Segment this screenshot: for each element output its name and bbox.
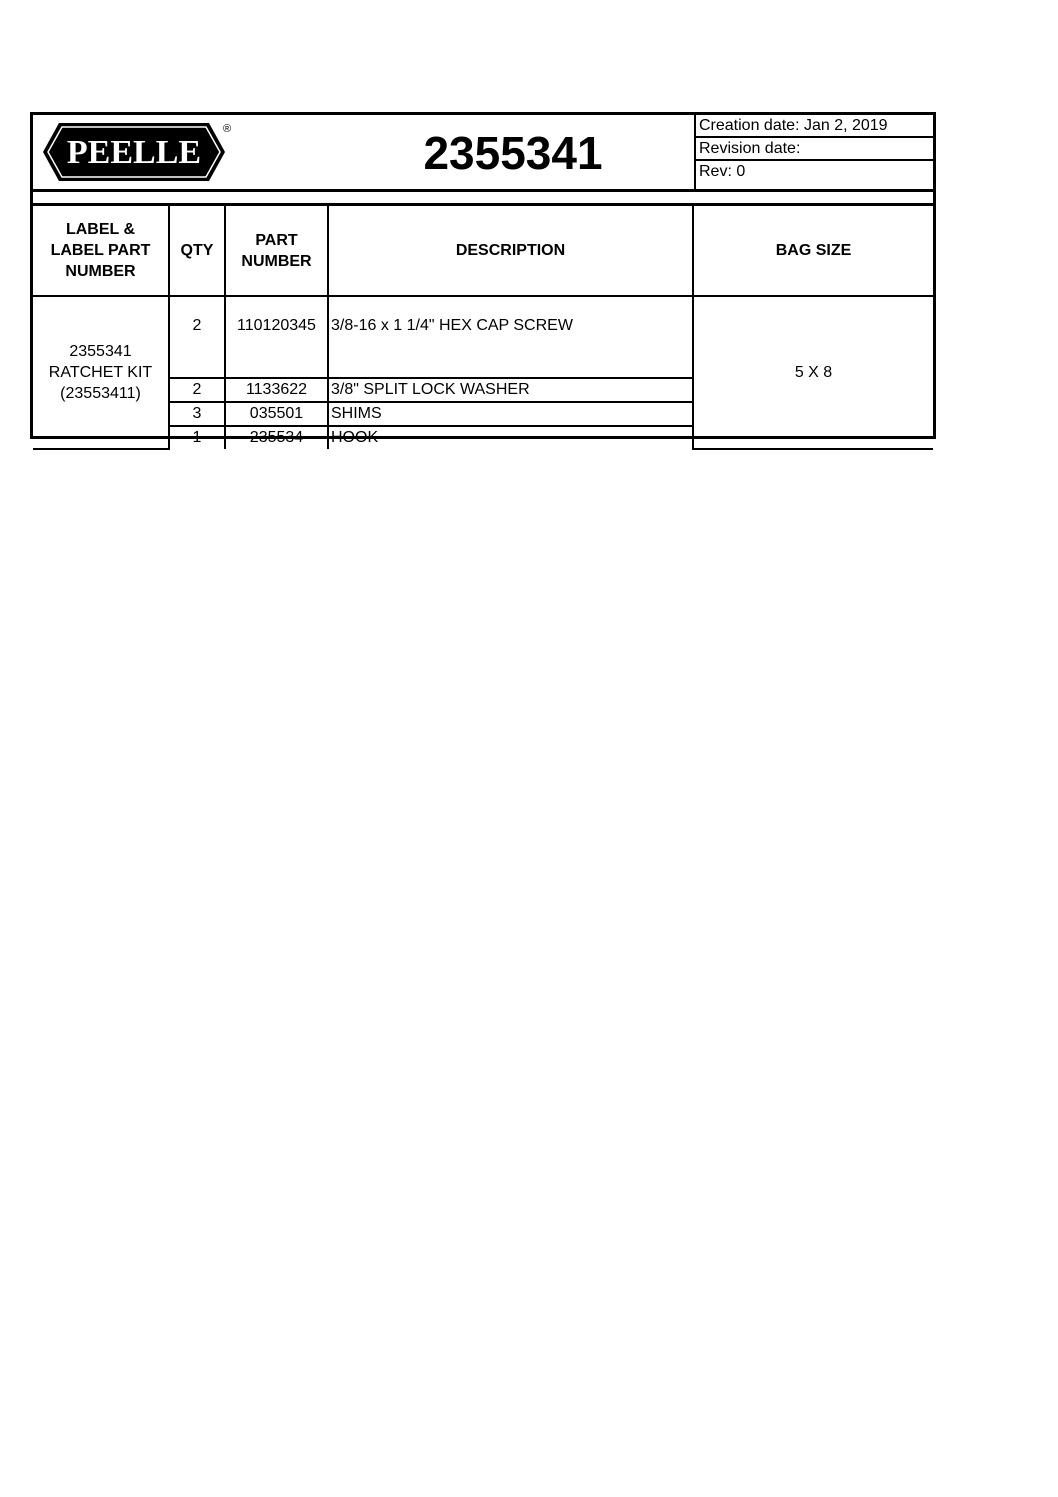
creation-date: Creation date: Jan 2, 2019 [696,115,933,138]
column-header-bag-size [693,206,933,296]
sheet-header [33,115,933,189]
revision-info [694,115,933,189]
header-line: NUMBER [65,263,136,280]
divider [33,189,933,192]
document-number: 2355341 [423,127,603,179]
description-cell: 3/8" SPLIT LOCK WASHER [328,378,693,402]
table-row [33,296,933,378]
header-line: DESCRIPTION [455,242,566,259]
kit-label-cell [33,296,169,449]
qty-cell: 3 [169,402,225,426]
column-header-description [328,206,693,296]
parts-table [33,206,933,450]
qty-cell: 2 [169,378,225,402]
rev-number: Rev: 0 [699,163,746,180]
bag-size-cell: 5 X 8 [693,296,933,449]
header-line: LABEL PART [50,242,151,259]
part-number-cell: 035501 [225,402,328,426]
kit-label-line: (23553411) [60,385,141,402]
header-line: LABEL & [65,221,136,238]
part-number-cell: 235534 [225,426,328,449]
logo-text: PEELLE [66,134,202,171]
column-header-part-number [225,206,328,296]
column-header-qty [169,206,225,296]
description-cell: HOOK [328,426,693,449]
description-cell: SHIMS [328,402,693,426]
qty-cell: 1 [169,426,225,449]
header-line: PART [255,231,298,249]
header-line: QTY [180,242,214,259]
qty-cell: 2 [169,296,225,378]
registered-mark: ® [223,123,232,135]
revision-date: Revision date: [696,138,933,161]
parts-sheet [30,112,936,446]
kit-label-line: 2355341 [69,343,132,360]
description-cell: 3/8-16 x 1 1/4" HEX CAP SCREW [328,296,693,378]
part-number-cell: 1133622 [225,378,328,402]
part-number-cell: 110120345 [225,296,328,378]
column-header-label [33,206,169,296]
header-line: BAG SIZE [775,242,852,259]
table-header-row [33,206,933,296]
kit-label-line: RATCHET KIT [48,364,153,381]
peelle-logo [41,121,227,183]
header-line: NUMBER [241,252,312,270]
